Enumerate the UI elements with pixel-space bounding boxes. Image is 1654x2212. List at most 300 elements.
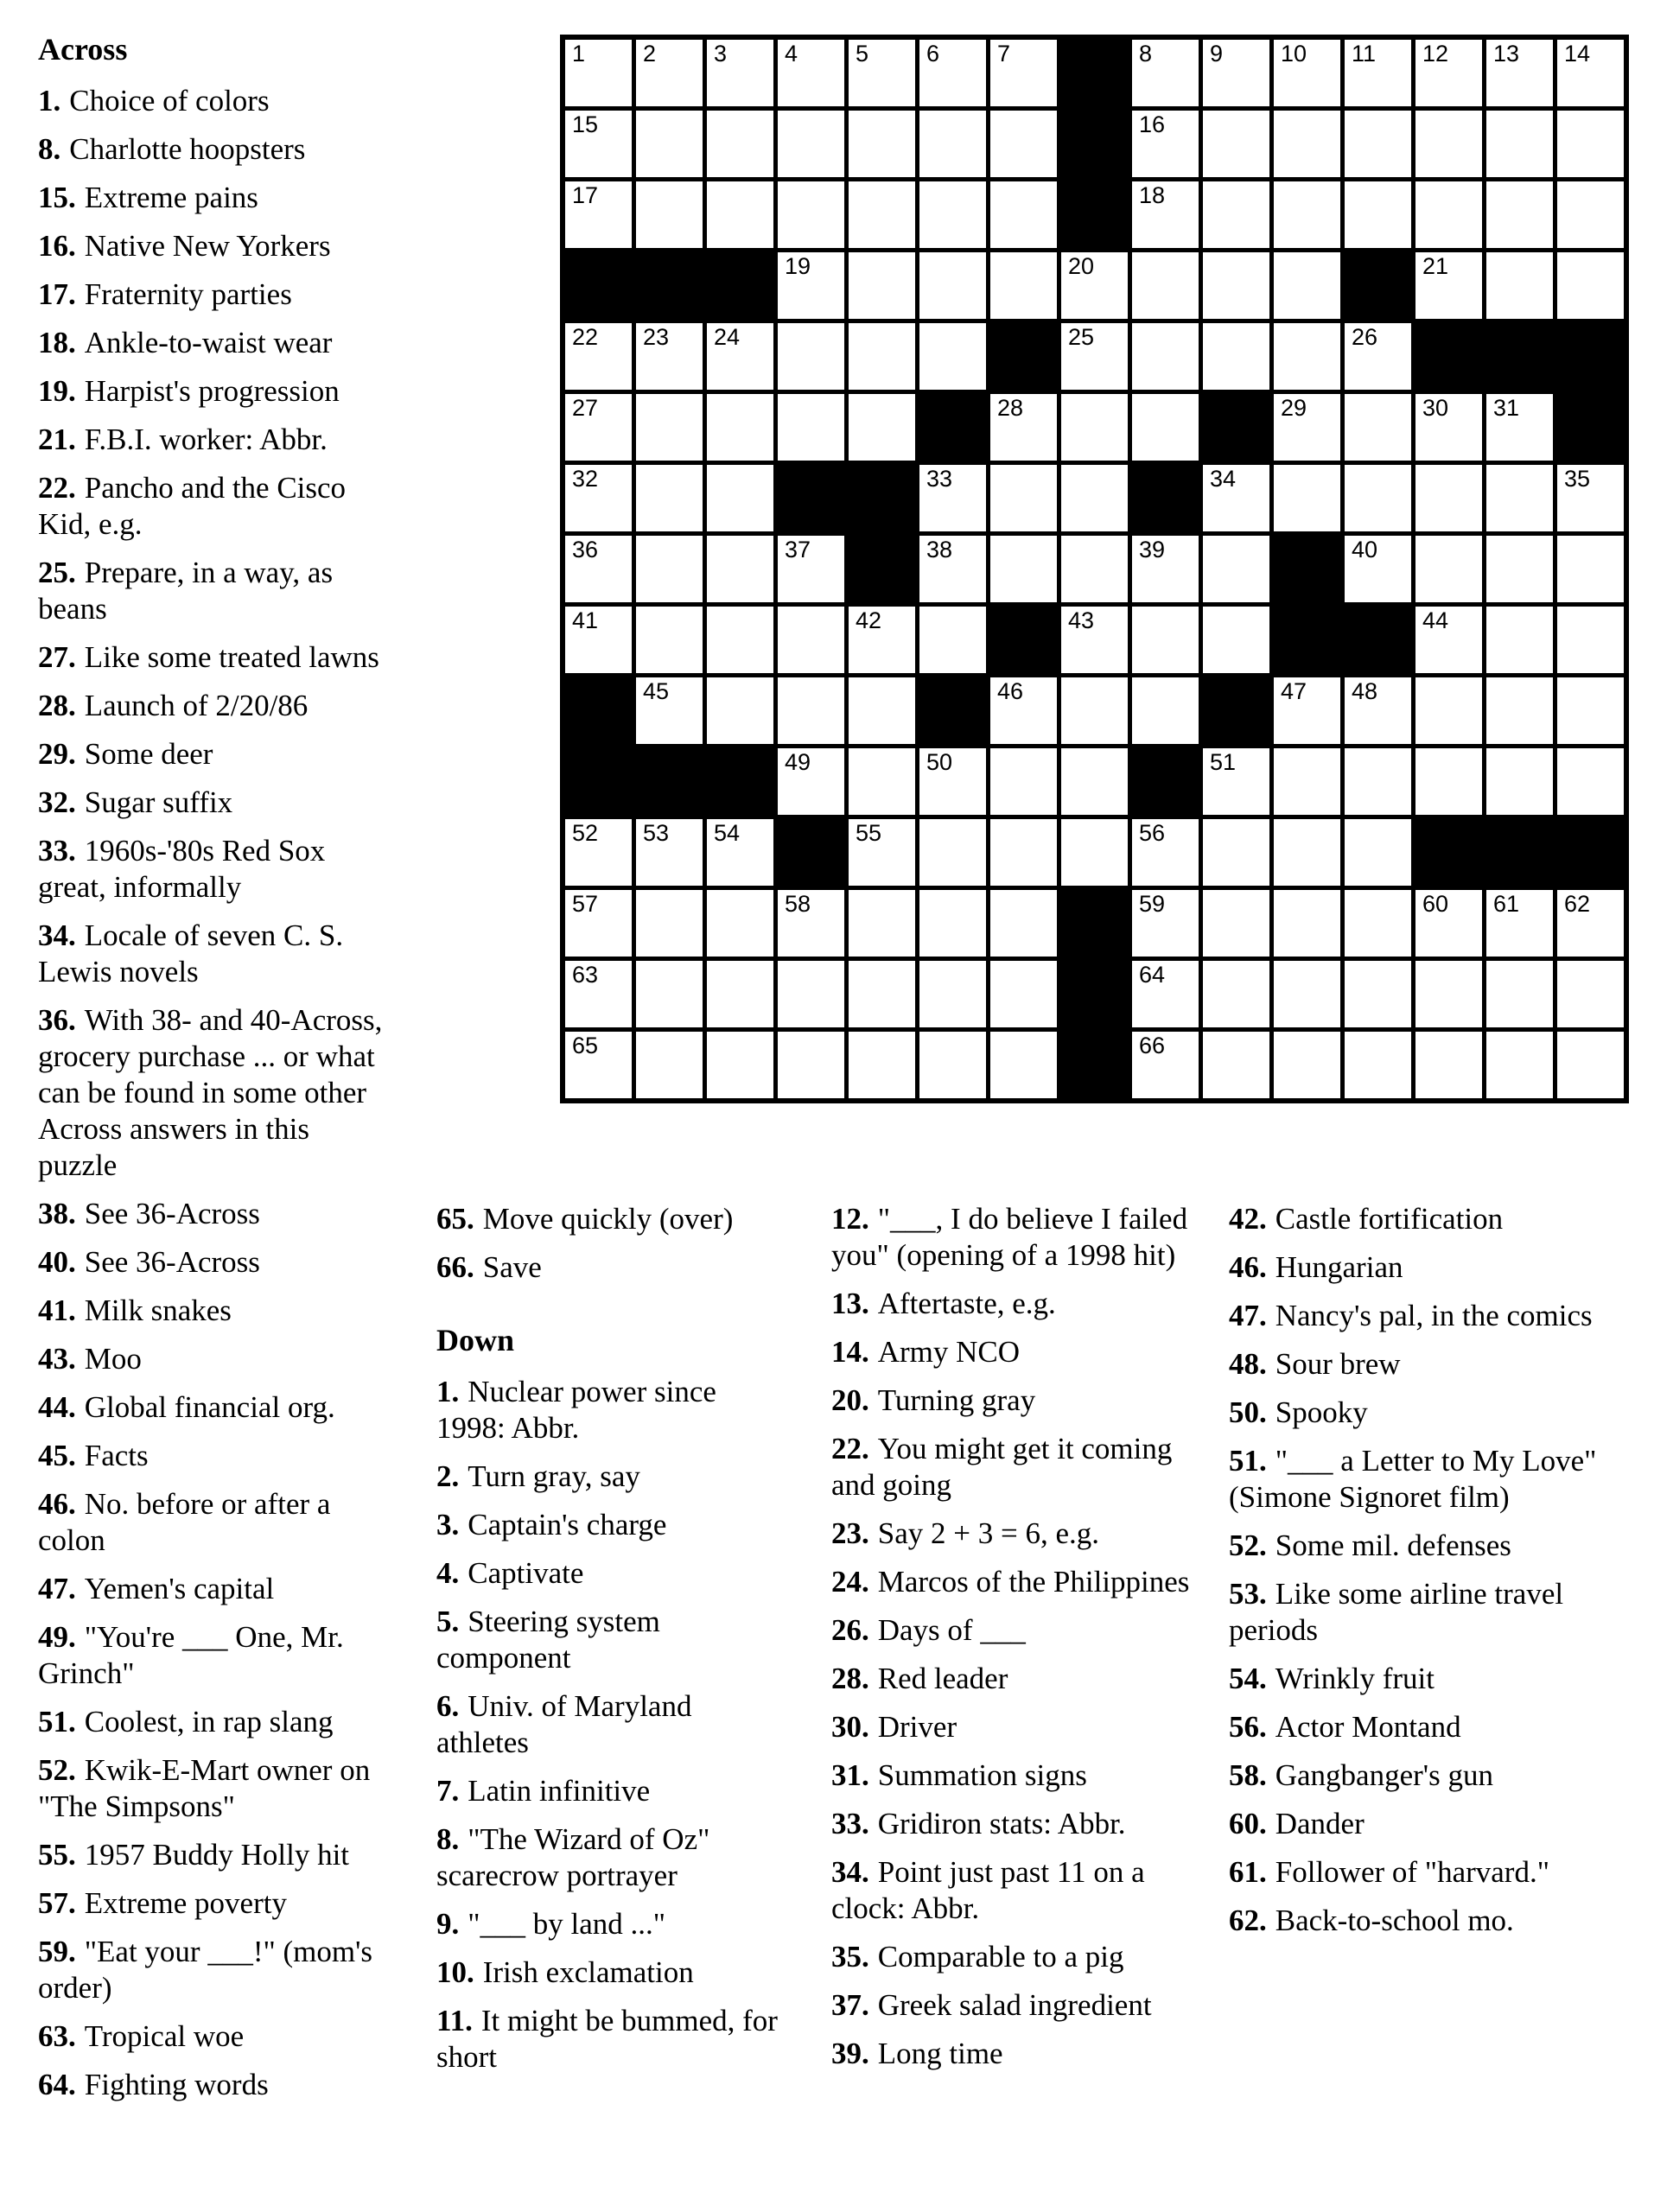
grid-cell[interactable] (1061, 394, 1128, 461)
cell-number: 50 (926, 749, 953, 775)
grid-cell[interactable] (565, 890, 632, 957)
cell-number: 9 (1210, 41, 1224, 67)
grid-cell[interactable] (990, 961, 1057, 1027)
grid-cell[interactable] (707, 536, 773, 602)
grid-cell[interactable] (1061, 748, 1128, 815)
cell-number: 65 (572, 1033, 599, 1058)
grid-cell[interactable] (636, 890, 703, 957)
grid-cell[interactable] (778, 890, 844, 957)
clue-number: 34. (38, 918, 76, 952)
clue-down-28: 28. Red leader (831, 1662, 1008, 1695)
grid-cell[interactable] (565, 40, 632, 106)
grid-cell[interactable] (1061, 465, 1128, 531)
clue-number: 23. (831, 1516, 869, 1550)
grid-cell[interactable] (1132, 323, 1199, 390)
clue-number: 5. (436, 1605, 460, 1638)
cell-number: 17 (572, 182, 599, 208)
grid-cell[interactable] (1132, 677, 1199, 744)
grid-cell[interactable] (1203, 323, 1269, 390)
grid-cell-black (1345, 607, 1411, 673)
grid-cell[interactable] (1132, 607, 1199, 673)
grid-cell[interactable] (1557, 677, 1624, 744)
grid-cell[interactable] (1132, 890, 1199, 957)
clue-down-53: 53. Like some airline travel periods (1229, 1577, 1564, 1647)
grid-cell[interactable] (1274, 748, 1340, 815)
grid-cell[interactable] (1415, 111, 1482, 177)
grid-cell[interactable] (1415, 890, 1482, 957)
cell-number: 29 (1281, 395, 1307, 421)
grid-cell[interactable] (778, 323, 844, 390)
clue-across-19: 19. Harpist's progression (38, 374, 340, 408)
grid-cell[interactable] (1203, 890, 1269, 957)
clue-across-52: 52. Kwik-E-Mart owner on "The Simpsons" (38, 1753, 371, 1823)
grid-cell[interactable] (1557, 111, 1624, 177)
grid-cell[interactable] (778, 677, 844, 744)
clue-number: 3. (436, 1508, 460, 1541)
grid-cell[interactable] (1345, 323, 1411, 390)
clue-number: 2. (436, 1459, 460, 1493)
cell-number: 64 (1139, 962, 1166, 988)
grid-cell-black (1061, 40, 1128, 106)
cell-number: 47 (1281, 678, 1307, 704)
clue-down-35: 35. Comparable to a pig (831, 1940, 1124, 1974)
grid-cell-black (849, 465, 915, 531)
grid-cell[interactable] (849, 394, 915, 461)
grid-cell[interactable] (1345, 748, 1411, 815)
grid-cell[interactable] (778, 111, 844, 177)
grid-cell[interactable] (778, 607, 844, 673)
grid-cell[interactable] (707, 465, 773, 531)
grid-cell[interactable] (919, 465, 986, 531)
clue-down-50: 50. Spooky (1229, 1395, 1368, 1429)
grid-cell[interactable] (1486, 394, 1553, 461)
grid-cell[interactable] (1345, 394, 1411, 461)
clue-across-15: 15. Extreme pains (38, 181, 258, 214)
clue-number: 40. (38, 1245, 76, 1279)
grid-cell[interactable] (1415, 748, 1482, 815)
grid-cell[interactable] (849, 748, 915, 815)
grid-cell[interactable] (990, 394, 1057, 461)
grid-cell-black (778, 819, 844, 886)
grid-cell[interactable] (636, 323, 703, 390)
cell-number: 27 (572, 395, 599, 421)
clue-number: 4. (436, 1556, 460, 1590)
grid-cell[interactable] (849, 323, 915, 390)
grid-cell[interactable] (1345, 890, 1411, 957)
clue-number: 25. (38, 556, 76, 589)
grid-cell[interactable] (849, 890, 915, 957)
grid-cell[interactable] (1203, 607, 1269, 673)
cell-number: 40 (1352, 537, 1378, 563)
grid-cell[interactable] (1274, 1032, 1340, 1098)
grid-cell[interactable] (919, 1032, 986, 1098)
clue-across-28: 28. Launch of 2/20/86 (38, 689, 309, 722)
clue-number: 12. (831, 1202, 869, 1236)
grid-cell-black (1345, 252, 1411, 319)
clue-number: 42. (1229, 1202, 1267, 1236)
grid-cell-black (1132, 465, 1199, 531)
grid-cell[interactable] (1203, 961, 1269, 1027)
grid-cell[interactable] (707, 323, 773, 390)
grid-cell[interactable] (1132, 252, 1199, 319)
grid-cell[interactable] (849, 607, 915, 673)
grid-cell[interactable] (990, 1032, 1057, 1098)
grid-cell[interactable] (1061, 536, 1128, 602)
grid-cell[interactable] (1415, 465, 1482, 531)
cell-number: 23 (643, 324, 670, 350)
grid-cell[interactable] (1486, 1032, 1553, 1098)
cell-number: 39 (1139, 537, 1166, 563)
grid-cell[interactable] (919, 890, 986, 957)
grid-cell[interactable] (565, 536, 632, 602)
grid-cell[interactable] (778, 252, 844, 319)
grid-cell[interactable] (636, 536, 703, 602)
grid-cell[interactable] (1486, 181, 1553, 248)
grid-cell-black (1557, 819, 1624, 886)
grid-cell[interactable] (1274, 40, 1340, 106)
grid-cell[interactable] (919, 961, 986, 1027)
clue-down-20: 20. Turning gray (831, 1383, 1036, 1417)
cell-number: 22 (572, 324, 599, 350)
grid-cell[interactable] (778, 394, 844, 461)
grid-cell[interactable] (565, 607, 632, 673)
clue-number: 8. (38, 132, 61, 166)
grid-cell[interactable] (1415, 181, 1482, 248)
clue-down-58: 58. Gangbanger's gun (1229, 1758, 1493, 1792)
grid-cell[interactable] (1415, 1032, 1482, 1098)
clue-down-1: 1. Nuclear power since 1998: Abbr. (436, 1375, 716, 1445)
grid-cell[interactable] (1132, 111, 1199, 177)
grid-cell[interactable] (1486, 111, 1553, 177)
grid-cell[interactable] (707, 819, 773, 886)
grid-cell[interactable] (1345, 465, 1411, 531)
grid-cell[interactable] (849, 961, 915, 1027)
grid-cell[interactable] (1557, 1032, 1624, 1098)
grid-cell[interactable] (1132, 40, 1199, 106)
grid-cell[interactable] (778, 181, 844, 248)
grid-cell[interactable] (1345, 677, 1411, 744)
grid-cell[interactable] (849, 819, 915, 886)
cell-number: 52 (572, 820, 599, 846)
grid-cell[interactable] (1345, 1032, 1411, 1098)
clue-number: 50. (1229, 1395, 1267, 1429)
clue-column-down-middle (831, 1201, 1206, 2084)
grid-cell[interactable] (1345, 536, 1411, 602)
clue-down-47: 47. Nancy's pal, in the comics (1229, 1299, 1593, 1332)
clue-number: 15. (38, 181, 76, 214)
cell-number: 6 (926, 41, 940, 67)
grid-cell[interactable] (636, 40, 703, 106)
clue-down-9: 9. "___ by land ..." (436, 1907, 666, 1941)
grid-cell[interactable] (919, 607, 986, 673)
grid-cell[interactable] (1274, 465, 1340, 531)
grid-cell[interactable] (1203, 181, 1269, 248)
cell-number: 45 (643, 678, 670, 704)
grid-cell[interactable] (1415, 252, 1482, 319)
clue-number: 55. (38, 1838, 76, 1872)
clue-number: 53. (1229, 1577, 1267, 1611)
grid-cell[interactable] (707, 40, 773, 106)
grid-cell[interactable] (707, 890, 773, 957)
grid-cell[interactable] (1203, 111, 1269, 177)
grid-cell[interactable] (636, 607, 703, 673)
grid-cell[interactable] (1415, 536, 1482, 602)
grid-cell[interactable] (1203, 40, 1269, 106)
grid-cell[interactable] (1486, 252, 1553, 319)
grid-cell[interactable] (1132, 961, 1199, 1027)
clue-number: 28. (831, 1662, 869, 1695)
grid-cell[interactable] (1557, 536, 1624, 602)
grid-cell[interactable] (919, 536, 986, 602)
grid-cell[interactable] (707, 961, 773, 1027)
grid-cell[interactable] (565, 819, 632, 886)
grid-cell[interactable] (1274, 111, 1340, 177)
grid-cell[interactable] (1061, 819, 1128, 886)
grid-cell[interactable] (1061, 607, 1128, 673)
clue-across-38: 38. See 36-Across (38, 1197, 260, 1230)
grid-cell[interactable] (1274, 394, 1340, 461)
cell-number: 12 (1422, 41, 1449, 67)
clue-down-52: 52. Some mil. defenses (1229, 1529, 1511, 1562)
clue-number: 29. (38, 737, 76, 771)
clue-number: 19. (38, 374, 76, 408)
grid-cell[interactable] (1415, 394, 1482, 461)
grid-cell[interactable] (565, 111, 632, 177)
grid-cell[interactable] (1486, 890, 1553, 957)
grid-cell[interactable] (1486, 536, 1553, 602)
grid-cell[interactable] (707, 607, 773, 673)
grid-cell[interactable] (919, 111, 986, 177)
cell-number: 33 (926, 466, 953, 492)
grid-cell[interactable] (990, 111, 1057, 177)
grid-cell[interactable] (1274, 252, 1340, 319)
grid-cell[interactable] (636, 465, 703, 531)
grid-cell[interactable] (1345, 819, 1411, 886)
grid-cell[interactable] (1415, 677, 1482, 744)
grid-cell[interactable] (707, 111, 773, 177)
grid-cell[interactable] (1486, 607, 1553, 673)
clue-number: 20. (831, 1383, 869, 1417)
cell-number: 53 (643, 820, 670, 846)
grid-cell[interactable] (849, 252, 915, 319)
grid-cell[interactable] (707, 1032, 773, 1098)
grid-cell[interactable] (707, 677, 773, 744)
cell-number: 56 (1139, 820, 1166, 846)
grid-cell[interactable] (778, 961, 844, 1027)
grid-cell[interactable] (778, 536, 844, 602)
grid-cell[interactable] (1274, 890, 1340, 957)
grid-cell[interactable] (565, 181, 632, 248)
cell-number: 35 (1564, 466, 1591, 492)
grid-cell[interactable] (1486, 677, 1553, 744)
grid-cell[interactable] (1061, 252, 1128, 319)
clue-number: 7. (436, 1774, 460, 1808)
grid-cell[interactable] (919, 748, 986, 815)
grid-cell[interactable] (990, 890, 1057, 957)
grid-cell[interactable] (636, 181, 703, 248)
cell-number: 38 (926, 537, 953, 563)
cell-number: 10 (1281, 41, 1307, 67)
grid-cell[interactable] (1415, 40, 1482, 106)
clue-number: 8. (436, 1822, 460, 1856)
grid-cell[interactable] (1345, 111, 1411, 177)
grid-cell-black (1132, 748, 1199, 815)
grid-cell[interactable] (1203, 819, 1269, 886)
clue-number: 52. (1229, 1529, 1267, 1562)
clue-number: 47. (1229, 1299, 1267, 1332)
across-header: Across (38, 32, 128, 67)
grid-cell[interactable] (990, 677, 1057, 744)
cell-number: 18 (1139, 182, 1166, 208)
clue-down-8: 8. "The Wizard of Oz" scarecrow portrayer (436, 1822, 710, 1892)
grid-cell[interactable] (1415, 961, 1482, 1027)
clue-number: 21. (38, 423, 76, 456)
clue-down-39: 39. Long time (831, 2037, 1003, 2070)
grid-cell[interactable] (1557, 465, 1624, 531)
grid-cell[interactable] (990, 465, 1057, 531)
grid-cell[interactable] (565, 465, 632, 531)
grid-cell[interactable] (1203, 536, 1269, 602)
cell-number: 58 (785, 891, 811, 917)
clue-number: 26. (831, 1613, 869, 1647)
grid-cell[interactable] (1415, 607, 1482, 673)
grid-cell[interactable] (919, 819, 986, 886)
grid-cell[interactable] (1274, 677, 1340, 744)
grid-cell[interactable] (1061, 323, 1128, 390)
clue-number: 64. (38, 2068, 76, 2101)
grid-cell[interactable] (707, 181, 773, 248)
grid-cell[interactable] (565, 1032, 632, 1098)
grid-cell[interactable] (636, 394, 703, 461)
grid-cell[interactable] (1203, 465, 1269, 531)
grid-cell[interactable] (636, 961, 703, 1027)
clue-number: 35. (831, 1940, 869, 1974)
grid-cell[interactable] (778, 1032, 844, 1098)
cell-number: 32 (572, 466, 599, 492)
grid-cell[interactable] (919, 252, 986, 319)
grid-cell[interactable] (990, 748, 1057, 815)
grid-cell[interactable] (1486, 465, 1553, 531)
grid-cell[interactable] (990, 252, 1057, 319)
grid-cell[interactable] (1345, 40, 1411, 106)
grid-cell[interactable] (1132, 181, 1199, 248)
grid-cell[interactable] (1486, 748, 1553, 815)
grid-cell[interactable] (919, 40, 986, 106)
crossword-grid (560, 35, 1629, 1103)
cell-number: 63 (572, 962, 599, 988)
grid-cell[interactable] (565, 394, 632, 461)
cell-number: 46 (997, 678, 1024, 704)
grid-cell[interactable] (1557, 748, 1624, 815)
clue-number: 6. (436, 1689, 460, 1723)
clue-across-51: 51. Coolest, in rap slang (38, 1705, 334, 1738)
grid-cell[interactable] (1274, 323, 1340, 390)
grid-cell[interactable] (1203, 748, 1269, 815)
clue-across-27: 27. Like some treated lawns (38, 640, 379, 674)
grid-cell[interactable] (636, 677, 703, 744)
grid-cell[interactable] (1557, 961, 1624, 1027)
clue-down-33: 33. Gridiron stats: Abbr. (831, 1807, 1126, 1840)
cell-number: 3 (714, 41, 728, 67)
clue-down-34: 34. Point just past 11 on a clock: Abbr. (831, 1855, 1145, 1925)
clue-down-6: 6. Univ. of Maryland athletes (436, 1689, 692, 1759)
grid-cell[interactable] (1274, 819, 1340, 886)
grid-cell[interactable] (990, 819, 1057, 886)
grid-cell[interactable] (1486, 961, 1553, 1027)
grid-cell[interactable] (1132, 536, 1199, 602)
clue-number: 56. (1229, 1710, 1267, 1744)
grid-cell[interactable] (849, 677, 915, 744)
grid-cell[interactable] (778, 40, 844, 106)
grid-cell[interactable] (849, 111, 915, 177)
clue-across-16: 16. Native New Yorkers (38, 229, 331, 263)
grid-cell[interactable] (849, 181, 915, 248)
grid-cell[interactable] (1274, 181, 1340, 248)
grid-cell[interactable] (778, 748, 844, 815)
grid-cell[interactable] (1486, 40, 1553, 106)
grid-cell[interactable] (1132, 819, 1199, 886)
grid-cell[interactable] (1557, 40, 1624, 106)
grid-cell[interactable] (990, 181, 1057, 248)
clue-down-22: 22. You might get it coming and going (831, 1432, 1173, 1502)
clue-across-34: 34. Locale of seven C. S. Lewis novels (38, 918, 344, 988)
grid-cell[interactable] (636, 1032, 703, 1098)
grid-cell[interactable] (990, 40, 1057, 106)
clue-down-12: 12. "___, I do believe I failed you" (opening of a 1998 hit) (831, 1202, 1188, 1272)
grid-cell[interactable] (1557, 607, 1624, 673)
grid-cell-black (565, 748, 632, 815)
grid-cell[interactable] (849, 1032, 915, 1098)
clue-number: 49. (38, 1620, 76, 1654)
grid-cell[interactable] (1345, 181, 1411, 248)
grid-cell-black (919, 677, 986, 744)
grid-cell[interactable] (919, 323, 986, 390)
grid-cell[interactable] (919, 181, 986, 248)
grid-cell[interactable] (1061, 677, 1128, 744)
grid-cell-black (1486, 323, 1553, 390)
clue-across-32: 32. Sugar suffix (38, 785, 233, 819)
grid-cell[interactable] (849, 40, 915, 106)
grid-cell[interactable] (1203, 252, 1269, 319)
grid-cell[interactable] (990, 536, 1057, 602)
grid-cell[interactable] (707, 394, 773, 461)
grid-cell[interactable] (565, 323, 632, 390)
grid-cell[interactable] (636, 111, 703, 177)
cell-number: 41 (572, 607, 599, 633)
clue-across-45: 45. Facts (38, 1439, 149, 1472)
cell-number: 34 (1210, 466, 1237, 492)
grid-cell[interactable] (1557, 181, 1624, 248)
grid-cell[interactable] (636, 819, 703, 886)
clue-number: 39. (831, 2037, 869, 2070)
grid-cell-black (1061, 890, 1128, 957)
grid-cell[interactable] (1345, 961, 1411, 1027)
cell-number: 55 (856, 820, 882, 846)
grid-cell[interactable] (1274, 961, 1340, 1027)
clue-across-17: 17. Fraternity parties (38, 277, 292, 311)
cell-number: 57 (572, 891, 599, 917)
clue-down-42: 42. Castle fortification (1229, 1202, 1504, 1236)
grid-cell[interactable] (1132, 394, 1199, 461)
grid-cell[interactable] (1132, 1032, 1199, 1098)
grid-cell[interactable] (1557, 252, 1624, 319)
clue-down-11: 11. It might be bummed, for short (436, 2004, 778, 2074)
grid-cell[interactable] (565, 961, 632, 1027)
grid-cell-black (1274, 607, 1340, 673)
grid-cell[interactable] (1557, 890, 1624, 957)
grid-cell[interactable] (1203, 1032, 1269, 1098)
cell-number: 66 (1139, 1033, 1166, 1058)
